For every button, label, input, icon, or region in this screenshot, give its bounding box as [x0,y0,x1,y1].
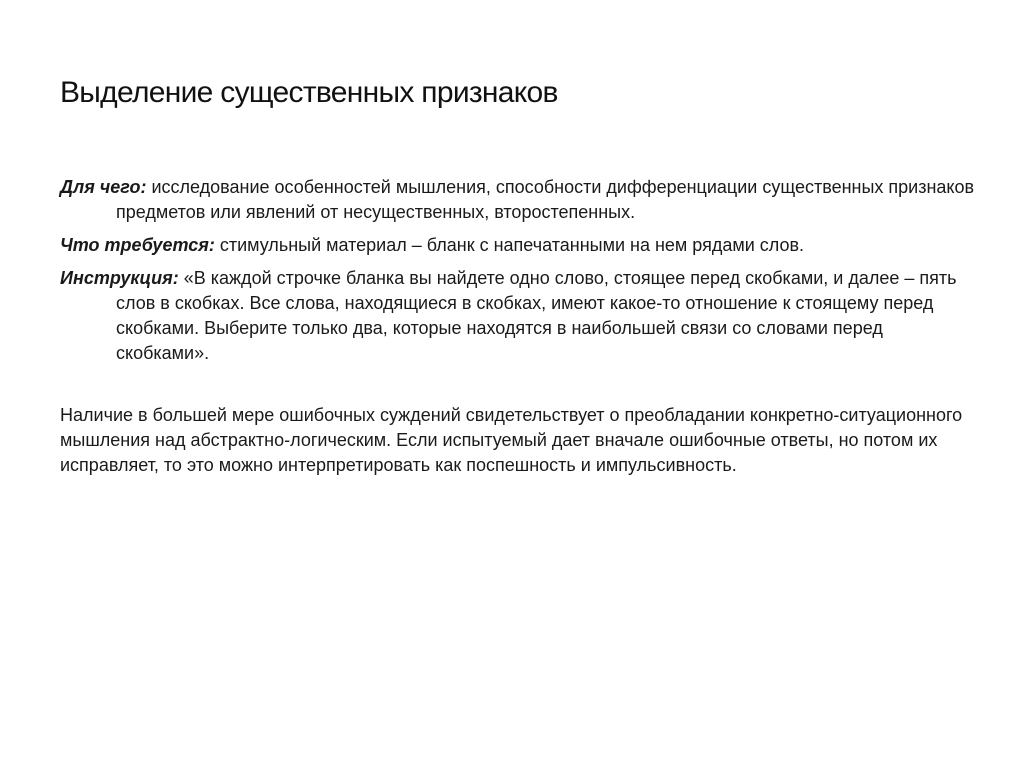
slide-content [60,175,980,478]
instruction-label: Инструкция: [60,268,179,288]
purpose-paragraph [60,175,980,225]
slide-title: Выделение существенных признаков [60,76,558,109]
purpose-text: исследование особенностей мышления, способности дифференциации существенных признаков предметов или явлений от несущественных, второстепенных. [116,177,975,222]
instruction-text: «В каждой строчке бланка вы найдете одно слово, стоящее перед скобками, и далее – пять слов в скобках. Все слова, находящиеся в скобках, имеют какое-то отношение к стоящему перед скобками. Выберите только два, которые находятся в наибольшей связи со словами перед скобками». [116,268,957,363]
requirement-paragraph [60,233,980,258]
purpose-label: Для чего: [60,177,147,197]
requirement-text: стимульный материал – бланк с напечатанными на нем рядами слов. [214,235,805,255]
conclusion-paragraph: Наличие в большей мере ошибочных суждений свидетельствует о преобладании конкретно-ситуационного мышления над абстрактно-логическим. Если испытуемый дает вначале ошибочные ответы, но потом их исправляет, то это можно интерпретировать как поспешность и импульсивность. [60,405,963,475]
requirement-label: Что требуется: [60,235,215,255]
instruction-paragraph [60,266,980,366]
